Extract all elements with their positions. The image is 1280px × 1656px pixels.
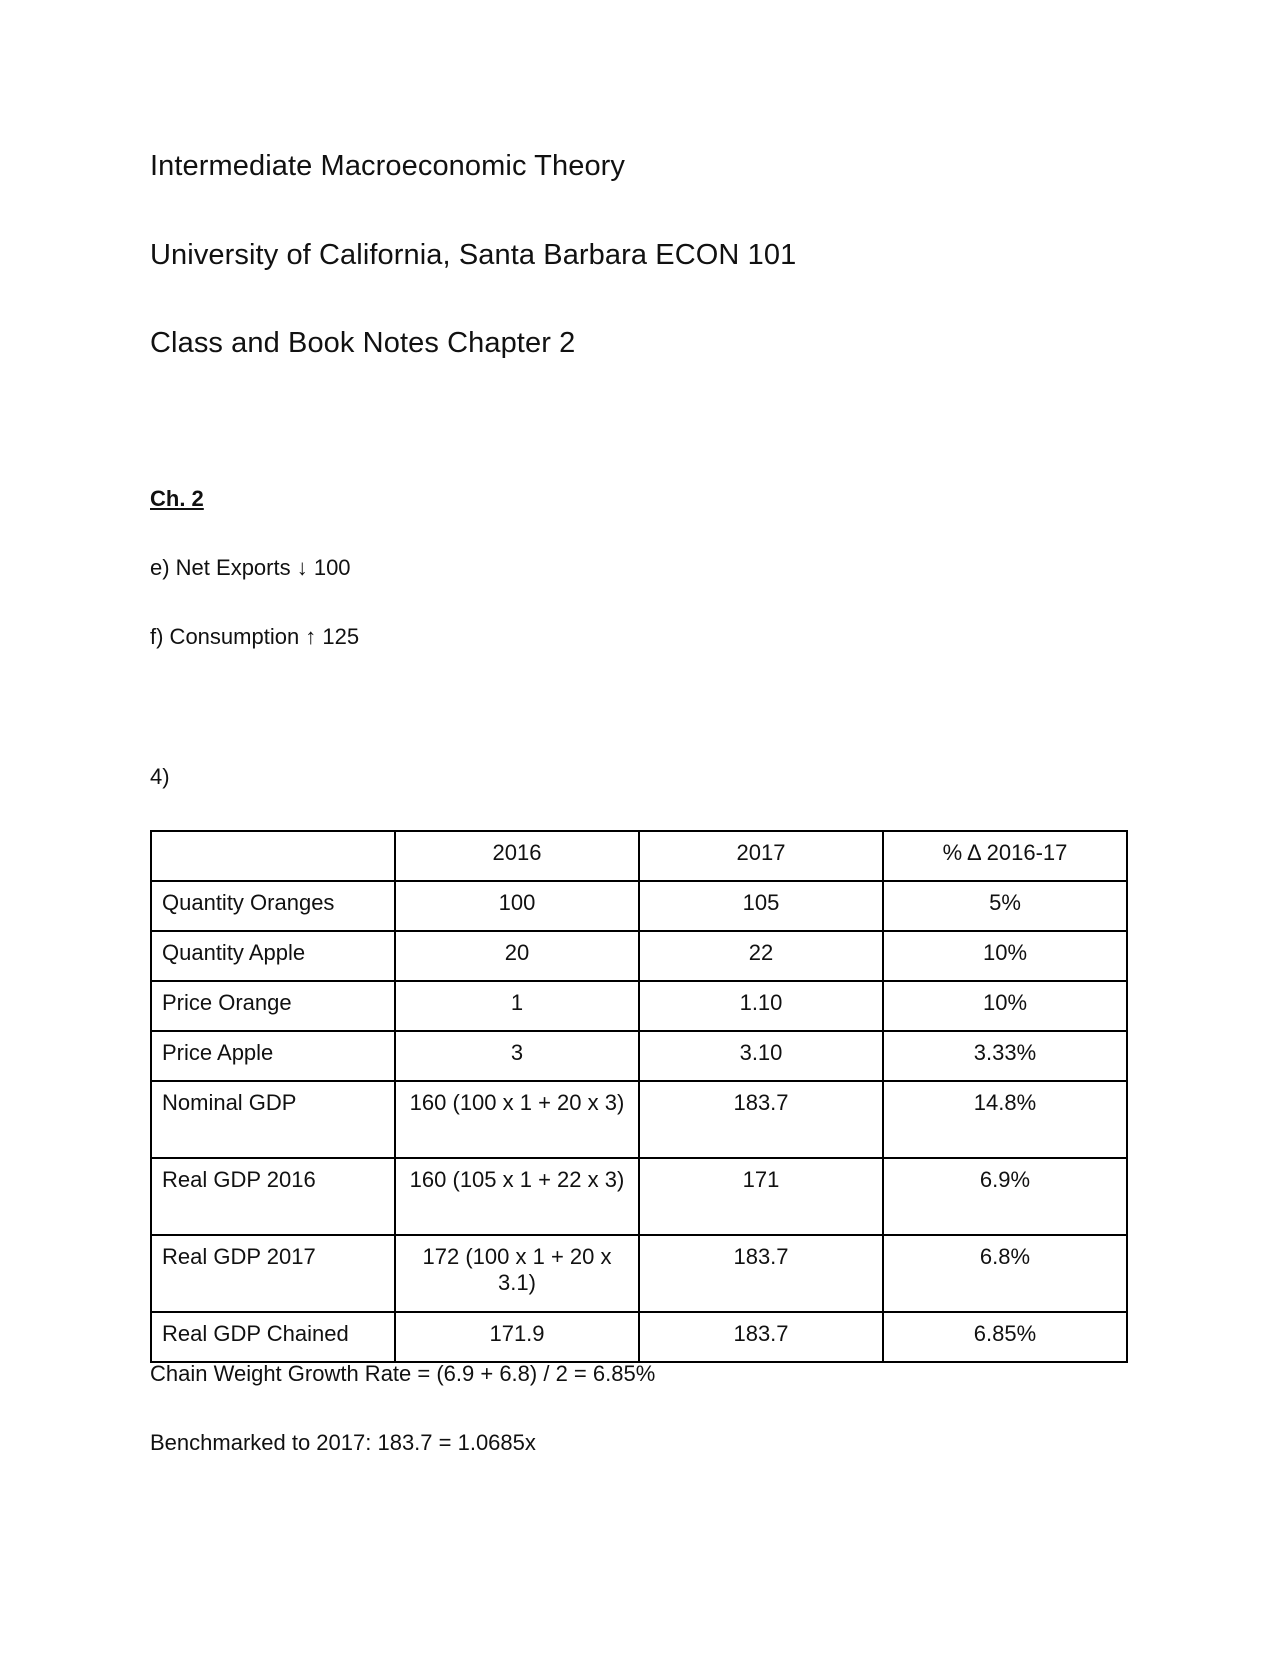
table-row	[151, 1158, 1127, 1235]
section-heading: Ch. 2	[150, 486, 204, 511]
table-cell: 14.8%	[883, 1081, 1127, 1158]
row-label: Nominal GDP	[151, 1081, 395, 1158]
row-label: Quantity Oranges	[151, 881, 395, 931]
table-cell: 183.7	[639, 1312, 883, 1362]
table-row	[151, 881, 1127, 931]
table-cell: 20	[395, 931, 639, 981]
table-cell: 183.7	[639, 1081, 883, 1158]
table-row	[151, 981, 1127, 1031]
table-cell: 171.9	[395, 1312, 639, 1362]
table-cell: 105	[639, 881, 883, 931]
benchmark-note: Benchmarked to 2017: 183.7 = 1.0685x	[150, 1430, 536, 1455]
table-cell: 10%	[883, 931, 1127, 981]
table-cell: 160 (100 x 1 + 20 x 3)	[395, 1081, 639, 1158]
row-label: Price Apple	[151, 1031, 395, 1081]
row-label: Price Orange	[151, 981, 395, 1031]
table-cell: 172 (100 x 1 + 20 x 3.1)	[395, 1235, 639, 1312]
table-cell: 3.33%	[883, 1031, 1127, 1081]
header-cell-2017: 2017	[639, 831, 883, 881]
table-cell: 1	[395, 981, 639, 1031]
course-title: Intermediate Macroeconomic Theory	[150, 150, 626, 182]
table-row	[151, 1312, 1127, 1362]
row-label: Quantity Apple	[151, 931, 395, 981]
gdp-table	[150, 830, 1128, 1363]
table-cell: 22	[639, 931, 883, 981]
table-cell: 6.8%	[883, 1235, 1127, 1312]
header-cell-blank	[151, 831, 395, 881]
table-cell: 10%	[883, 981, 1127, 1031]
item-consumption: f) Consumption ↑ 125	[150, 624, 360, 649]
row-label: Real GDP 2016	[151, 1158, 395, 1235]
table-cell: 183.7	[639, 1235, 883, 1312]
table-cell: 6.85%	[883, 1312, 1127, 1362]
table-cell: 160 (105 x 1 + 22 x 3)	[395, 1158, 639, 1235]
table-cell: 171	[639, 1158, 883, 1235]
table-cell: 6.9%	[883, 1158, 1127, 1235]
table-row	[151, 1081, 1127, 1158]
table-cell: 3	[395, 1031, 639, 1081]
chain-weight-note: Chain Weight Growth Rate = (6.9 + 6.8) / 2 = 6.85%	[150, 1361, 656, 1386]
problem-label: 4)	[150, 764, 170, 789]
table-cell: 1.10	[639, 981, 883, 1031]
header-cell-pct-change: % Δ 2016-17	[883, 831, 1127, 881]
row-label: Real GDP 2017	[151, 1235, 395, 1312]
table-cell: 3.10	[639, 1031, 883, 1081]
institution-line: University of California, Santa Barbara ECON 101	[150, 239, 797, 271]
item-net-exports: e) Net Exports ↓ 100	[150, 555, 351, 580]
table-cell: 100	[395, 881, 639, 931]
header-cell-2016: 2016	[395, 831, 639, 881]
table-row	[151, 1235, 1127, 1312]
table-row	[151, 1031, 1127, 1081]
table-cell: 5%	[883, 881, 1127, 931]
table-row	[151, 931, 1127, 981]
row-label: Real GDP Chained	[151, 1312, 395, 1362]
notes-title: Class and Book Notes Chapter 2	[150, 327, 576, 359]
table-header-row	[151, 831, 1127, 881]
